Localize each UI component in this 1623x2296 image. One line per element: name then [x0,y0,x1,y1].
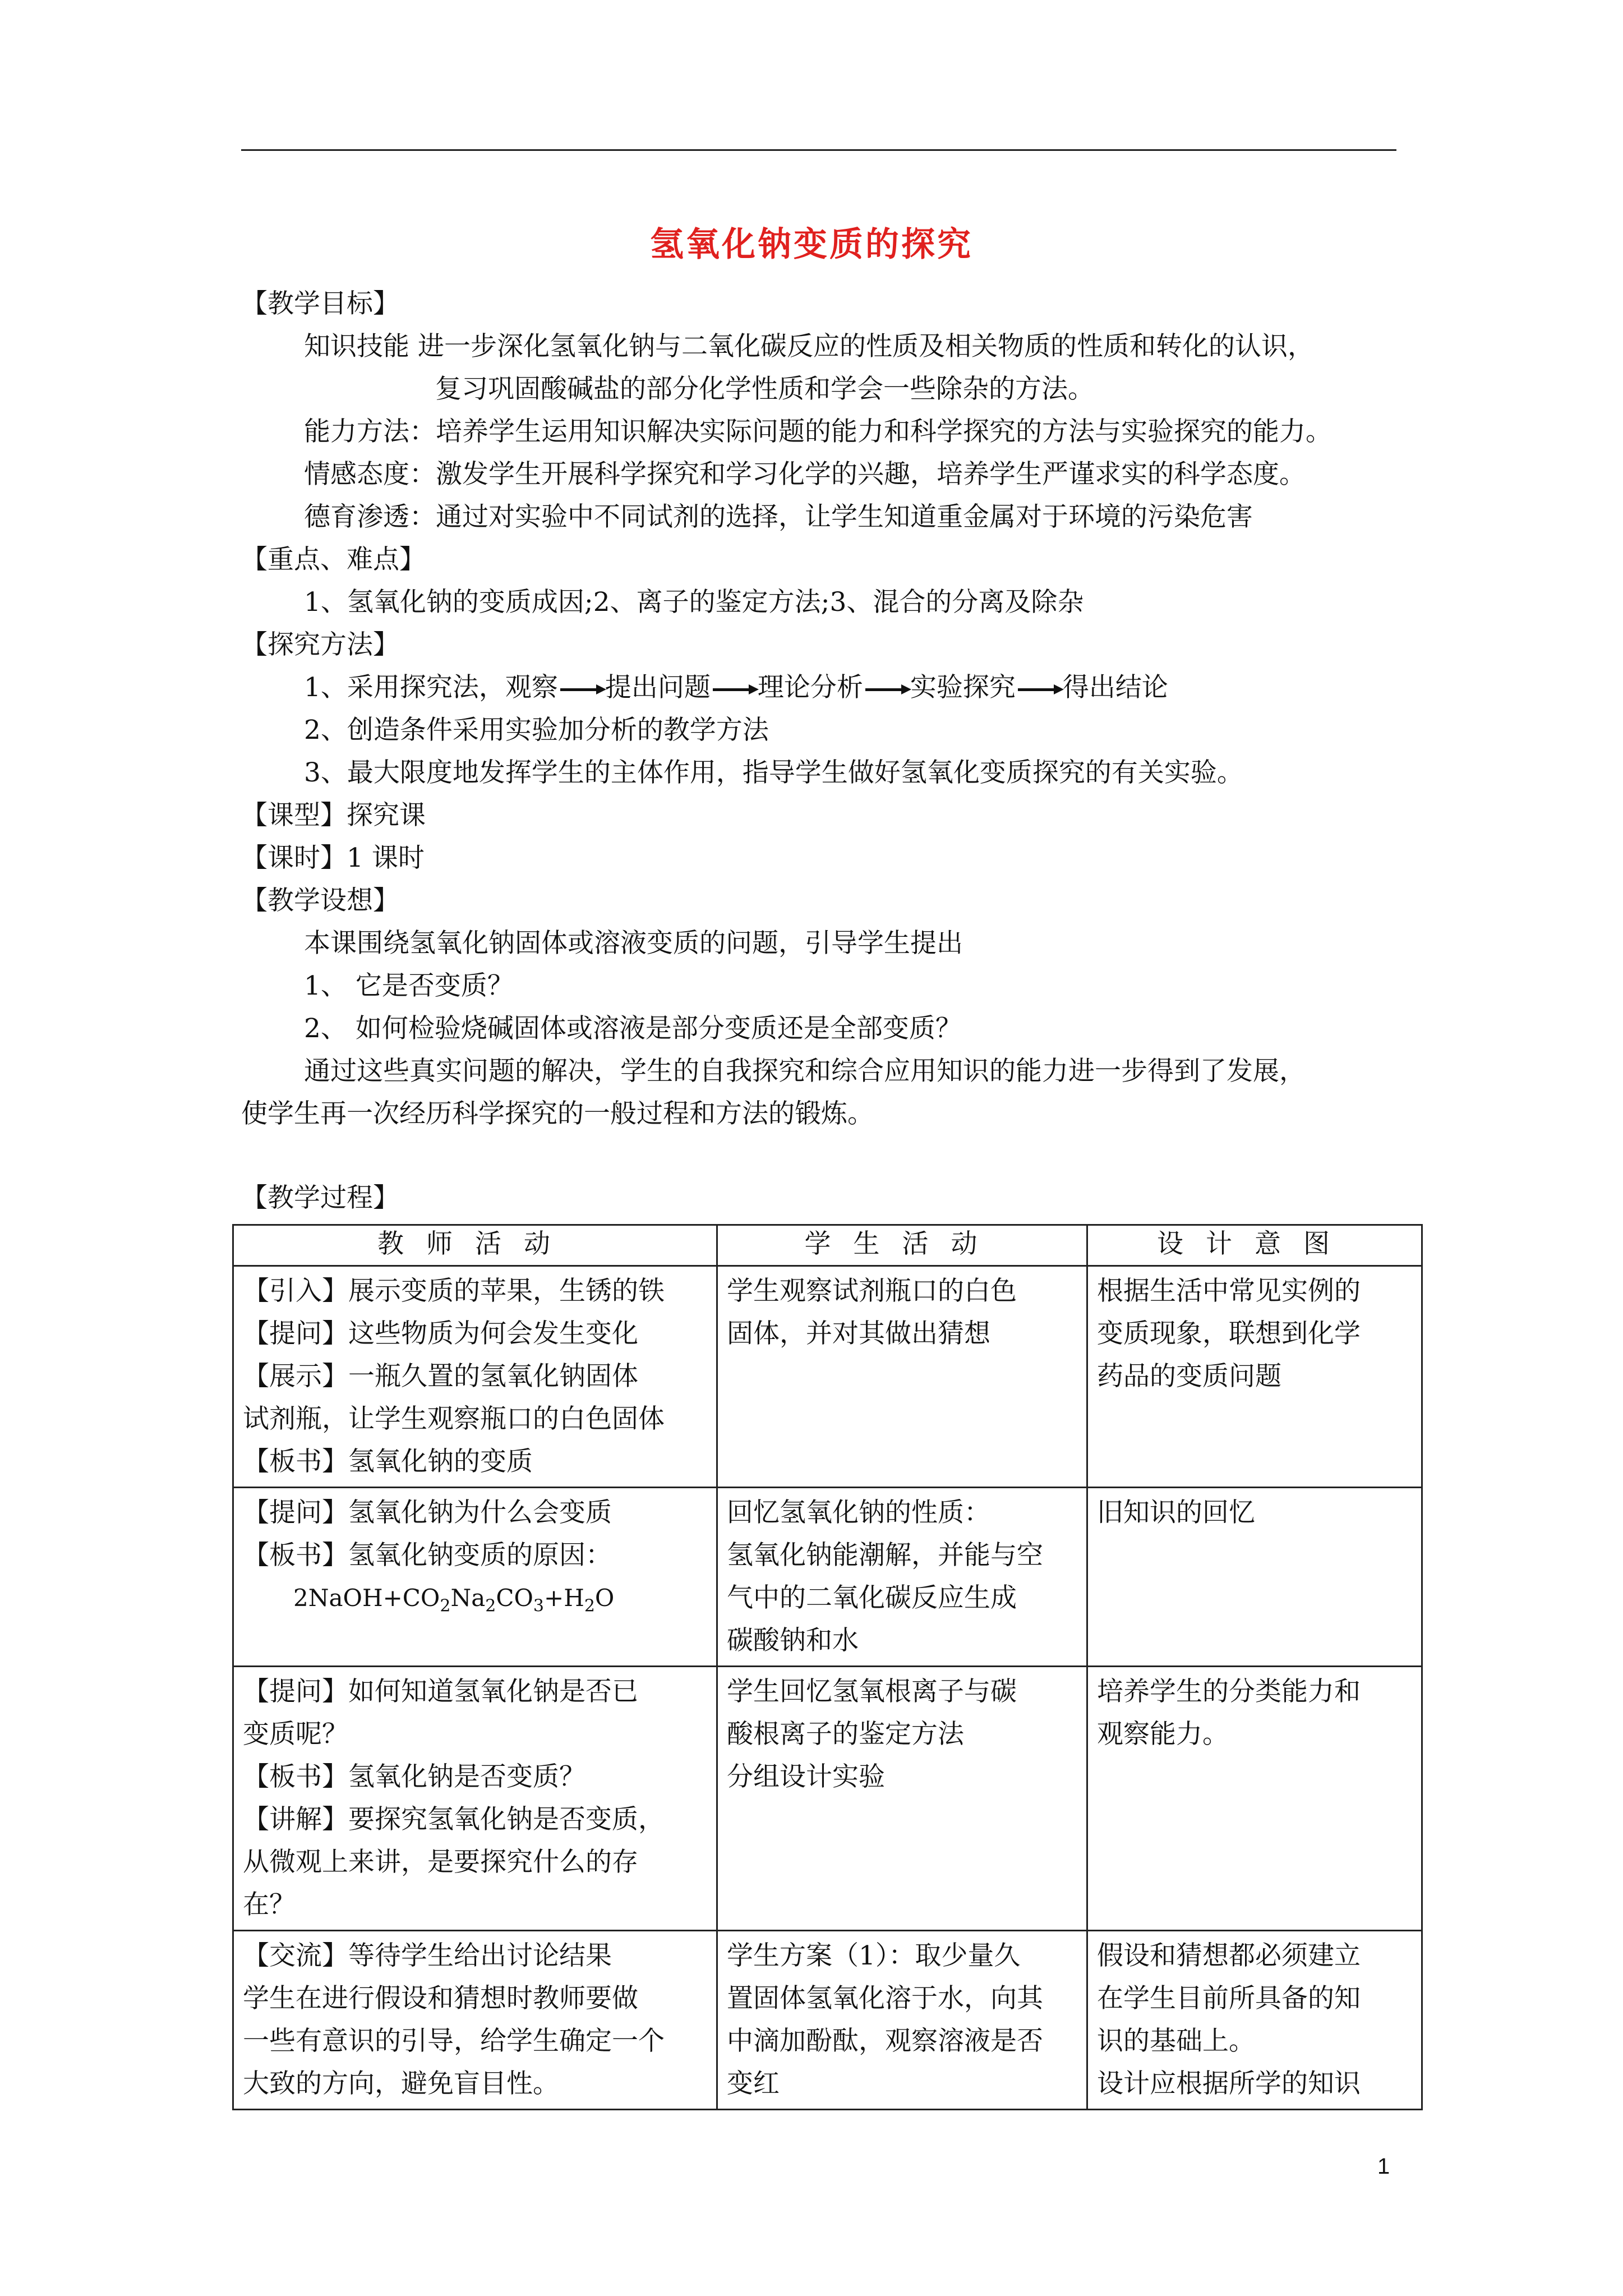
cell-line: 一些有意识的引导，给学生确定一个 [243,2026,665,2056]
table-header-row [233,1225,1422,1266]
cell-line: 【展示】一瓶久置的氢氧化钠固体 [243,1361,638,1392]
arrow-icon [865,688,908,691]
cell-line: 学生方案（1）：取少量久 [727,1940,1021,1971]
lesson-time: 【课时】1 课时 [241,843,425,873]
cell-line: 分组设计实验 [727,1761,885,1792]
cell-line: 气中的二氧化碳反应生成 [727,1582,1017,1613]
design-paragraph-1: 通过这些真实问题的解决，学生的自我探究和综合应用知识的能力进一步得到了发展， [304,1056,1306,1087]
arrow-icon [713,688,755,691]
cell-line: 培养学生的分类能力和 [1097,1676,1361,1707]
cell-line: 固体，并对其做出猜想 [727,1318,990,1349]
cell-line: 【板书】氢氧化钠是否变质？ [243,1761,585,1792]
design-question-2: 2、 如何检验烧碱固体或溶液是部分变质还是全部变质？ [304,1013,962,1044]
cell-line: 【板书】氢氧化钠的变质 [243,1446,533,1477]
method-step: 得出结论 [1062,672,1168,703]
student-cell [717,1931,1087,2110]
process-table [232,1224,1423,2110]
teacher-cell [233,1266,717,1488]
page-title: 氢氧化钠变质的探究 [650,225,973,264]
cell-line: 试剂瓶，让学生观察瓶口的白色固体 [243,1404,665,1434]
methods-item-1 [304,671,1168,705]
cell-line: 【引入】展示变质的苹果，生锈的铁 [243,1276,665,1306]
methods-item-2: 2、创造条件采用实验加分析的教学方法 [304,715,769,746]
cell-line: 识的基础上。 [1097,2026,1255,2056]
intent-cell [1087,1266,1422,1488]
cell-line: 学生在进行假设和猜想时教师要做 [243,1983,638,2014]
cell-line: 学生回忆氢氧根离子与碳 [727,1676,1017,1707]
method-prefix: 1、采用探究法，观察 [304,672,558,703]
methods-heading: 【探究方法】 [241,629,399,660]
table-row [233,1931,1422,2110]
knowledge-line [304,330,1314,364]
page-number: 1 [1377,2154,1390,2179]
cell-line: 观察能力。 [1097,1719,1229,1750]
design-paragraph-2: 使学生再一次经历科学探究的一般过程和方法的锻炼。 [241,1098,874,1129]
knowledge-label: 知识技能 [304,331,409,362]
attitude-line: 情感态度：激发学生开展科学探究和学习化学的兴趣，培养学生严谨求实的科学态度。 [304,459,1306,490]
cell-line: 【讲解】要探究氢氧化钠是否变质， [243,1804,665,1835]
key-points-text: 1、氢氧化钠的变质成因;2、离子的鉴定方法;3、混合的分离及除杂 [304,587,1084,618]
student-cell [717,1667,1087,1931]
objectives-heading: 【教学目标】 [241,288,399,319]
cell-line: 【交流】等待学生给出讨论结果 [243,1940,612,1971]
method-step: 理论分析 [757,672,863,703]
methods-item-3: 3、最大限度地发挥学生的主体作用，指导学生做好氢氧化变质探究的有关实验。 [304,757,1243,788]
cell-line: 变质现象，联想到化学 [1097,1318,1361,1349]
ability-line: 能力方法：培养学生运用知识解决实际问题的能力和科学探究的方法与实验探究的能力。 [304,416,1332,447]
cell-line: 学生观察试剂瓶口的白色 [727,1276,1017,1306]
cell-line: 变红 [727,2068,780,2099]
teacher-cell [233,1667,717,1931]
cell-line: 【提问】氢氧化钠为什么会变质 [243,1497,612,1528]
cell-line: 回忆氢氧化钠的性质： [727,1497,990,1528]
intent-cell [1087,1488,1422,1667]
cell-line: 酸根离子的鉴定方法 [727,1719,964,1750]
header-intent: 设计意图 [1087,1225,1422,1266]
moral-line: 德育渗透：通过对实验中不同试剂的选择，让学生知道重金属对于环境的污染危害 [304,501,1253,532]
lesson-type: 【课型】探究课 [241,800,426,831]
header-student: 学生活动 [717,1225,1087,1266]
header-rule [241,149,1396,151]
intent-cell [1087,1931,1422,2110]
intent-cell [1087,1667,1422,1931]
design-intro: 本课围绕氢氧化钠固体或溶液变质的问题，引导学生提出 [304,928,963,959]
table-row [233,1266,1422,1488]
knowledge-text-2: 复习巩固酸碱盐的部分化学性质和学会一些除杂的方法。 [435,374,1094,404]
header-teacher: 教师活动 [233,1225,717,1266]
cell-line: 【提问】如何知道氢氧化钠是否已 [243,1676,638,1707]
student-cell [717,1266,1087,1488]
cell-line: 假设和猜想都必须建立 [1097,1940,1361,1971]
cell-line: 药品的变质问题 [1097,1361,1281,1392]
table-row [233,1667,1422,1931]
arrow-icon [560,688,603,691]
cell-line: 中滴加酚酞，观察溶液是否 [727,2026,1043,2056]
cell-line: 【提问】这些物质为何会发生变化 [243,1318,638,1349]
arrow-icon [1018,688,1061,691]
teacher-cell [233,1488,717,1667]
teacher-cell [233,1931,717,2110]
design-heading: 【教学设想】 [241,885,399,916]
cell-line: 在学生目前所具备的知 [1097,1983,1361,2014]
key-points-heading: 【重点、难点】 [241,544,426,575]
design-question-1: 1、 它是否变质？ [304,970,514,1001]
cell-line: 变质呢？ [243,1719,348,1750]
chemical-equation: $2NaOH+CO_2Na_2CO_3+H_2O$ [293,1584,615,1616]
cell-line: 碳酸钠和水 [727,1625,859,1656]
cell-line: 根据生活中常见实例的 [1097,1276,1361,1306]
cell-line: 旧知识的回忆 [1097,1497,1255,1528]
process-heading: 【教学过程】 [241,1182,399,1213]
cell-line: 设计应根据所学的知识 [1097,2068,1361,2099]
method-step: 提出问题 [605,672,711,703]
cell-line: 在？ [243,1889,296,1920]
knowledge-text: 进一步深化氢氧化钠与二氧化碳反应的性质及相关物质的性质和转化的认识， [417,331,1314,362]
cell-line: 大致的方向，避免盲目性。 [243,2068,559,2099]
cell-line: 氢氧化钠能潮解，并能与空 [727,1540,1043,1571]
cell-line: 置固体氢氧化溶于水，向其 [727,1983,1043,2014]
cell-line: 从微观上来讲，是要探究什么的存 [243,1847,638,1878]
table-row [233,1488,1422,1667]
method-step: 实验探究 [910,672,1016,703]
student-cell [717,1488,1087,1667]
cell-line: 【板书】氢氧化钠变质的原因： [243,1540,612,1571]
